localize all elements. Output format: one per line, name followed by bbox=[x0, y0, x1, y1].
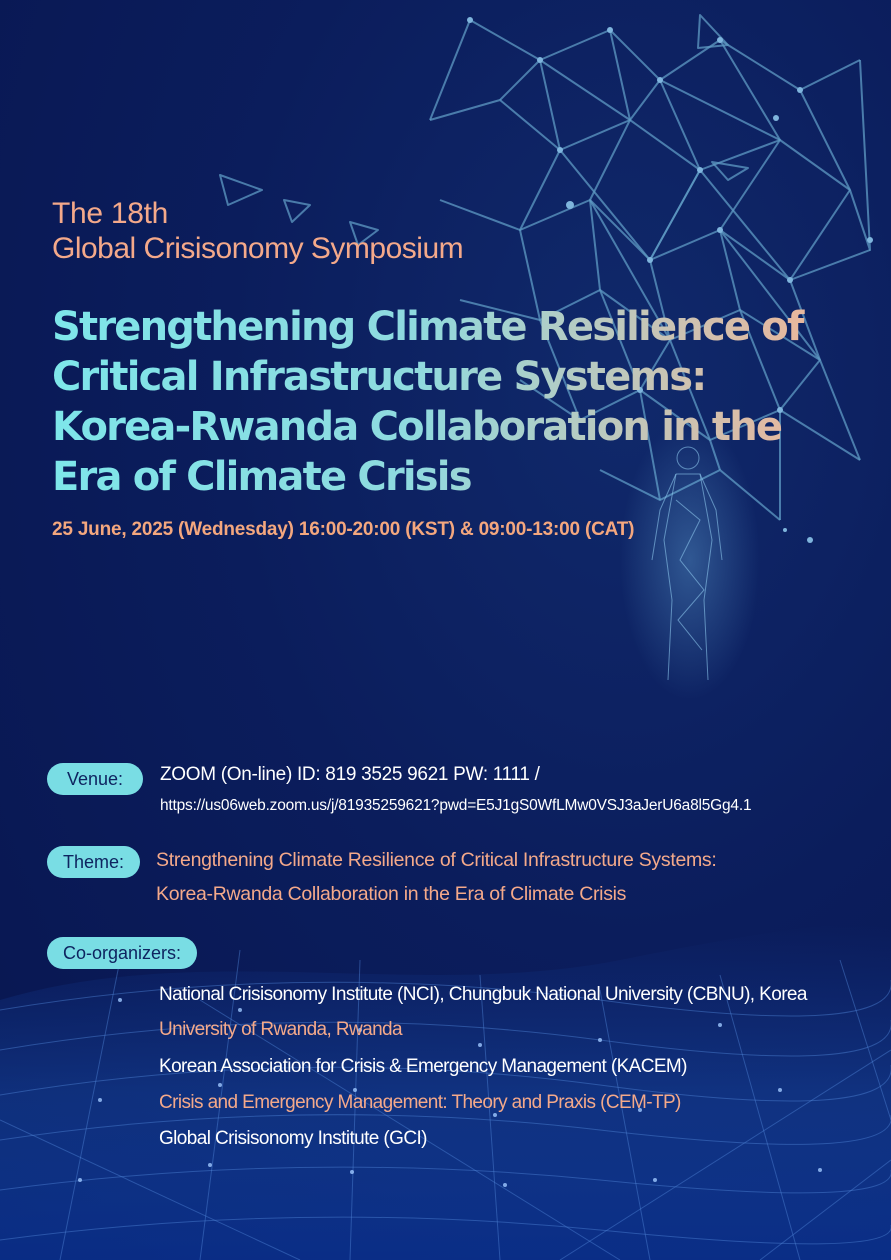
coorganizer-item: Global Crisisonomy Institute (GCI) bbox=[159, 1128, 427, 1149]
edition-label: The 18th bbox=[52, 197, 169, 230]
date-time: 25 June, 2025 (Wednesday) 16:00-20:00 (KST) & 09:00-13:00 (CAT) bbox=[52, 519, 635, 540]
theme-line: Korea-Rwanda Collaboration in the Era of Climate Crisis bbox=[156, 883, 627, 905]
series-name: Global Crisisonomy Symposium bbox=[52, 232, 464, 265]
coorganizer-item: National Crisisonomy Institute (NCI), Chungbuk National University (CBNU), Korea bbox=[159, 984, 807, 1005]
main-title bbox=[52, 302, 852, 502]
venue-zoom-info: ZOOM (On-line) ID: 819 3525 9621 PW: 1111 / bbox=[160, 764, 540, 785]
main-title-line: Strengthening Climate Resilience of bbox=[52, 302, 852, 352]
coorganizer-item: Crisis and Emergency Management: Theory and Praxis (CEM-TP) bbox=[159, 1092, 681, 1113]
venue-label: Venue: bbox=[47, 763, 143, 795]
event-heading bbox=[52, 197, 463, 267]
coorganizers-label: Co-organizers: bbox=[47, 937, 197, 969]
theme-line: Strengthening Climate Resilience of Critical Infrastructure Systems: bbox=[156, 849, 717, 871]
venue-zoom-link[interactable]: https://us06web.zoom.us/j/81935259621?pwd=E5J1gS0WfLMw0VSJ3aJerU6a8l5Gg4.1 bbox=[160, 797, 752, 814]
coorganizer-item: University of Rwanda, Rwanda bbox=[159, 1019, 402, 1040]
main-title-line: Critical Infrastructure Systems: bbox=[52, 352, 852, 402]
main-title-line: Korea-Rwanda Collaboration in the bbox=[52, 402, 852, 452]
coorganizer-item: Korean Association for Crisis & Emergency Management (KACEM) bbox=[159, 1056, 687, 1077]
main-title-line: Era of Climate Crisis bbox=[52, 452, 852, 502]
theme-label: Theme: bbox=[47, 846, 140, 878]
